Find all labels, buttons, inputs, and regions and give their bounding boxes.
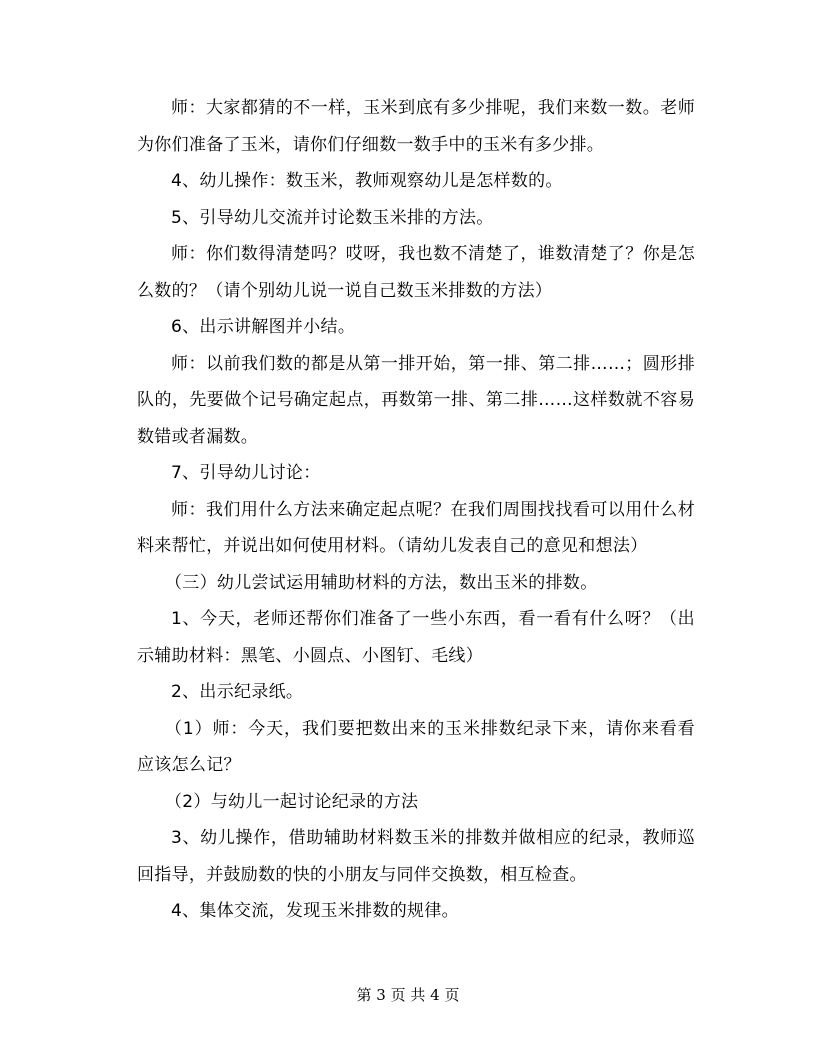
paragraph-substep-1: （1）师：今天，我们要把数出来的玉米排数纪录下来，请你来看看应该怎么记？ (137, 718, 695, 775)
section-heading-3: （三）幼儿尝试运用辅助材料的方法，数出玉米的排数。 (165, 572, 598, 593)
paragraph-teacher-summary: 师：以前我们数的都是从第一排开始，第一排、第二排……；圆形排队的，先要做个记号确定起点，再数第一排、第二排……这样数就不容易数错或者漏数。 (137, 353, 695, 447)
paragraph-step-4-collective: 4、集体交流，发现玉米排数的规律。 (171, 901, 459, 921)
paragraph-step-7: 7、引导幼儿讨论： (171, 463, 321, 483)
paragraph-step-1: 1、今天，老师还帮你们准备了一些小东西，看一看有什么呀？（出示辅助材料：黑笔、小圆点、小图钉、毛线） (137, 609, 695, 666)
paragraph-step-4: 4、幼儿操作：数玉米，教师观察幼儿是怎样数的。 (171, 171, 563, 191)
page-footer: 第 3 页 共 4 页 (356, 986, 460, 1004)
document-body (137, 90, 695, 930)
paragraph-teacher-guess: 师：大家都猜的不一样，玉米到底有多少排呢，我们来数一数。老师为你们准备了玉米，请你们仔细数一数手中的玉米有多少排。 (137, 98, 695, 155)
paragraph-teacher-materials: 师：我们用什么方法来确定起点呢？在我们周围找找看可以用什么材料来帮忙，并说出如何使用材料。（请幼儿发表自己的意见和想法） (137, 499, 695, 556)
paragraph-teacher-count: 师：你们数得清楚吗？哎呀，我也数不清楚了，谁数清楚了？你是怎么数的？（请个别幼儿说一说自己数玉米排数的方法） (137, 244, 695, 301)
paragraph-step-6: 6、出示讲解图并小结。 (171, 317, 356, 337)
paragraph-step-5: 5、引导幼儿交流并讨论数玉米排的方法。 (171, 207, 494, 228)
paragraph-step-2: 2、出示纪录纸。 (171, 682, 304, 702)
paragraph-step-3: 3、幼儿操作，借助辅助材料数玉米的排数并做相应的纪录，教师巡回指导，并鼓励数的快的小朋友与同伴交换数，相互检查。 (137, 828, 695, 885)
paragraph-substep-2: （2）与幼儿一起讨论纪录的方法 (165, 791, 419, 812)
